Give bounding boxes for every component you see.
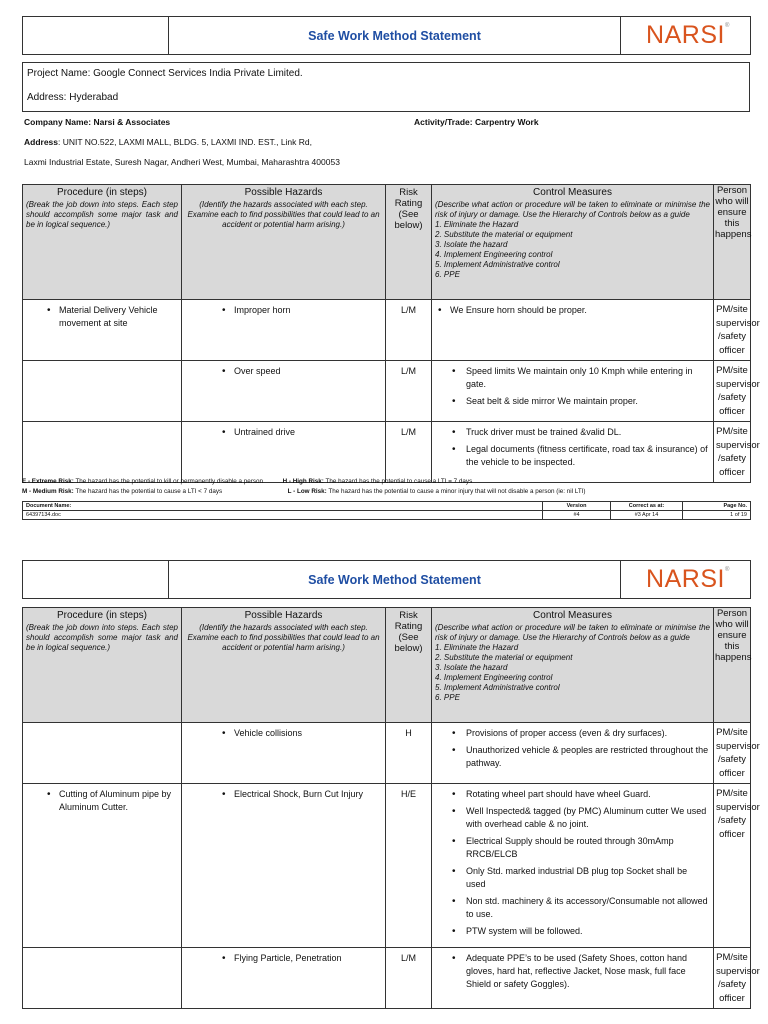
page-label: Page No.: [683, 502, 751, 511]
control-cell: • Provisions of proper access (even & dry surfaces). • Unauthorized vehicle & peoples are restricted throughout the pathway.: [432, 723, 714, 784]
header-blank-cell: [23, 561, 169, 599]
col-procedure-header: Procedure (in steps) (Break the job down into steps. Each step should accomplish some major task and be in logical sequence.): [23, 185, 182, 300]
activity-label: Activity/Trade:: [414, 117, 473, 127]
hazard-cell: • Improper horn: [182, 300, 386, 361]
control-cell: • Rotating wheel part should have wheel Guard. • Well Inspected& tagged (by PMC) Aluminum cutter We used with overhead cable & no joint. • Electrical Supply should be routed through 30mAmp RRCB/ELCB • Only Std. marked industrial DB plug top Socket shall be used • Non std. machinery & its accessory/Consumable not allowed to use. • PTW system will be followed.: [432, 784, 714, 948]
who-cell: PM/site supervisor /safety officer: [714, 422, 751, 483]
col-risk-header: Risk Rating (See below): [386, 185, 432, 300]
doc-name-label: Document Name:: [23, 502, 543, 511]
who-cell: PM/site supervisor /safety officer: [714, 948, 751, 1009]
page-value: 1 of 19: [683, 511, 751, 520]
doc-name-value: 64397134.doc: [23, 511, 543, 520]
company-line: [24, 117, 170, 127]
page2-title: Safe Work Method Statement: [169, 561, 621, 599]
col-who-header: Person who will ensure this happens: [714, 608, 751, 723]
risk-cell: H: [386, 723, 432, 784]
table-header-row: [23, 185, 751, 300]
col-who-header: Person who will ensure this happens: [714, 185, 751, 300]
risk-legend-row1: E - Extreme Risk: The hazard has the potential to kill or permanently disable a person H - High Risk: The hazard has the potential to cause a LTI = 7 days: [22, 478, 473, 485]
page2-header: [22, 560, 751, 599]
version-value: #4: [543, 511, 611, 520]
document-info-table: [22, 501, 751, 520]
procedure-cell: [23, 422, 182, 483]
who-cell: PM/site supervisor /safety officer: [714, 723, 751, 784]
procedure-cell: [23, 948, 182, 1009]
risk-cell: L/M: [386, 300, 432, 361]
correct-label: Correct as at:: [611, 502, 683, 511]
col-hazards-header: Possible Hazards (Identify the hazards associated with each step. Examine each to find possibilities that could lead to an accident or potential harm arising.): [182, 608, 386, 723]
hazard-cell: • Electrical Shock, Burn Cut Injury: [182, 784, 386, 948]
control-cell: • Adequate PPE’s to be used (Safety Shoes, cotton hand gloves, hard hat, reflective Jacket, Nose mask, full face Shield or safety Goggles).: [432, 948, 714, 1009]
procedure-cell: [23, 723, 182, 784]
table-row: [23, 723, 751, 784]
hazard-cell: • Vehicle collisions: [182, 723, 386, 784]
hazard-cell: • Untrained drive: [182, 422, 386, 483]
company-address-label: Address: [24, 137, 59, 147]
col-control-header: Control Measures (Describe what action or procedure will be taken to eliminate or minimise the risk of injury or damage. Use the Hierarchy of Controls below as a guide 1. Eliminate the Hazard 2. Substitute the material or equipment 3. Isolate the hazard 4. Implement Engineering control 5. Implement Administrative control 6. PPE: [432, 185, 714, 300]
who-cell: PM/site supervisor /safety officer: [714, 361, 751, 422]
project-info-box: [22, 62, 750, 112]
risk-cell: H/E: [386, 784, 432, 948]
correct-value: #3 Apr 14: [611, 511, 683, 520]
activity-line: [414, 117, 539, 127]
table-header-row: [23, 608, 751, 723]
company-value: Narsi & Associates: [93, 117, 171, 127]
col-hazards-header: Possible Hazards (Identify the hazards associated with each step. Examine each to find possibilities that could lead to an accident or potential harm arising.): [182, 185, 386, 300]
version-label: Version: [543, 502, 611, 511]
table-row: [23, 948, 751, 1009]
procedure-cell: • Material Delivery Vehicle movement at site: [23, 300, 182, 361]
procedure-cell: • Cutting of Aluminum pipe by Aluminum Cutter.: [23, 784, 182, 948]
page2-method-table: [22, 607, 760, 1009]
risk-cell: L/M: [386, 948, 432, 1009]
project-name: Project Name: Google Connect Services India Private Limited.: [27, 68, 303, 79]
page1-method-table: [22, 184, 760, 483]
who-cell: PM/site supervisor /safety officer: [714, 784, 751, 948]
table-row: [23, 784, 751, 948]
control-cell: • We Ensure horn should be proper.: [432, 300, 714, 361]
table-row: [23, 422, 751, 483]
col-control-header: Control Measures (Describe what action or procedure will be taken to eliminate or minimise the risk of injury or damage. Use the Hierarchy of Controls below as a guide 1. Eliminate the Hazard 2. Substitute the material or equipment 3. Isolate the hazard 4. Implement Engineering control 5. Implement Administrative control 6. PPE: [432, 608, 714, 723]
control-cell: • Speed limits We maintain only 10 Kmph while entering in gate. • Seat belt & side mirror We maintain proper.: [432, 361, 714, 422]
hazard-cell: • Flying Particle, Penetration: [182, 948, 386, 1009]
risk-cell: L/M: [386, 422, 432, 483]
col-procedure-header: Procedure (in steps) (Break the job down into steps. Each step should accomplish some major task and be in logical sequence.): [23, 608, 182, 723]
narsi-logo: NARSI ®: [621, 561, 751, 599]
activity-value: Carpentry Work: [474, 117, 539, 127]
who-cell: PM/site supervisor /safety officer: [714, 300, 751, 361]
page1-title: Safe Work Method Statement: [169, 17, 621, 55]
table-row: [23, 300, 751, 361]
header-blank-cell: [23, 17, 169, 55]
hazard-cell: • Over speed: [182, 361, 386, 422]
page1-header: [22, 16, 751, 55]
project-address: Address: Hyderabad: [27, 92, 119, 103]
company-address-line2: Laxmi Industrial Estate, Suresh Nagar, Andheri West, Mumbai, Maharashtra 400053: [24, 157, 340, 167]
procedure-cell: [23, 361, 182, 422]
narsi-logo: NARSI ®: [621, 17, 751, 55]
table-row: [23, 361, 751, 422]
company-address-line1: Address: UNIT NO.522, LAXMI MALL, BLDG. 5, LAXMI IND. EST., Link Rd,: [24, 137, 312, 147]
company-label: Company Name:: [24, 117, 92, 127]
col-risk-header: Risk Rating (See below): [386, 608, 432, 723]
control-cell: • Truck driver must be trained &valid DL. • Legal documents (fitness certificate, road tax & insurance) of the vehicle to be inspected.: [432, 422, 714, 483]
risk-cell: L/M: [386, 361, 432, 422]
risk-legend-row2: M - Medium Risk: The hazard has the potential to cause a LTI < 7 days L - Low Risk: The hazard has the potential to cause a minor injury that will not disable a person (ie: nil LTI): [22, 488, 586, 495]
